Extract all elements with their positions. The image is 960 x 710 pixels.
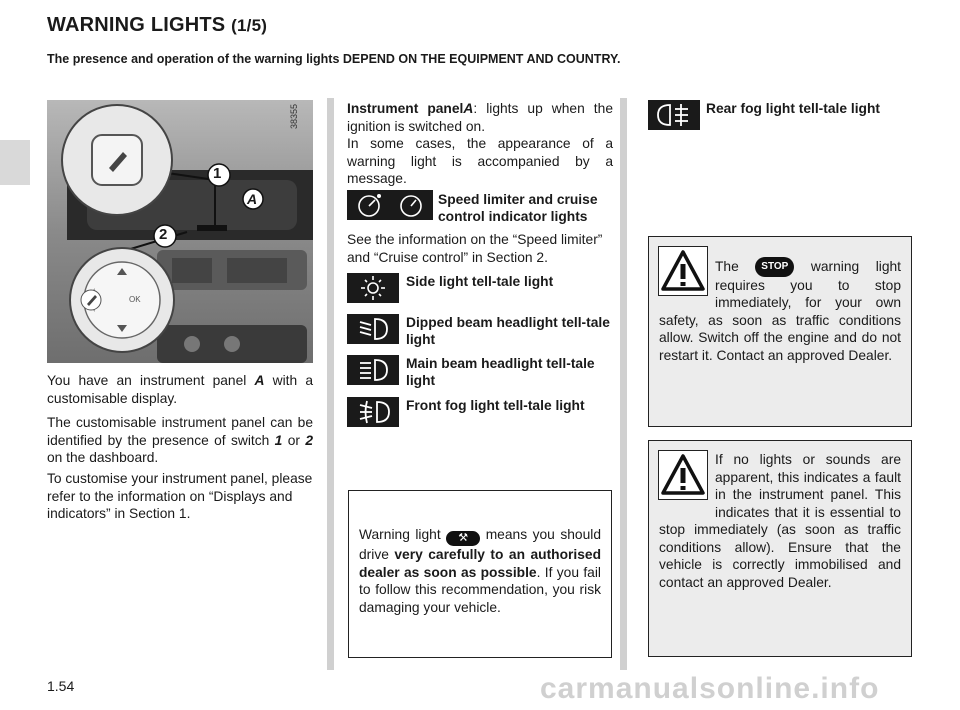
wrench-icon: ⚒: [446, 531, 480, 546]
side-light-label: Side light tell-tale light: [406, 274, 554, 289]
page-title: WARNING LIGHTS (1/5): [47, 14, 268, 36]
front-fog-icon: [347, 397, 399, 427]
stop-warning-box: [648, 236, 912, 427]
left-paragraph-3: To customise your instrument panel, please refer to the information on “Displays and indicators” in Section 1.: [47, 471, 313, 521]
image-reference-code: 38355: [289, 104, 299, 130]
stop-icon: STOP: [755, 257, 794, 277]
speed-limiter-label: Speed limiter and cruise control indicator lights: [438, 192, 598, 224]
callout-1: 1: [213, 165, 222, 182]
speed-limiter-info: See the information on the “Speed limiter” and “Cruise control” in Section 2.: [347, 232, 603, 265]
ok-button-label: OK: [129, 295, 141, 304]
left-paragraph-1: You have an instrument panel A with a customisable display.: [47, 373, 313, 406]
instrument-fault-text: If no lights or sounds are apparent, this indicates a fault in the instrument panel. This indicates that it is essential to stop immediately (as soon as traffic conditions allow). Ensure that the vehicle is correctly immobilised and contact an approved Dealer.: [659, 452, 901, 590]
main-beam-icon: [347, 355, 399, 385]
section-tab: [0, 140, 30, 185]
service-warning-box: [348, 490, 612, 658]
dipped-beam-icon: [347, 314, 399, 344]
callout-2: 2: [159, 226, 168, 243]
page-number: 1.54: [47, 678, 75, 694]
main-beam-label: Main beam headlight tell-tale light: [406, 356, 595, 388]
watermark: carmanualsonline.info: [540, 672, 880, 705]
dashboard-photo: [47, 100, 313, 363]
column-divider-left: [327, 98, 334, 670]
left-paragraph-2: The customisable instrument panel can be identified by the presence of switch 1 or 2 on the dashboard.: [47, 415, 314, 465]
instrument-fault-box: [648, 440, 912, 657]
instrument-panel-intro: Instrument panelA: lights up when the ignition is switched on. In some cases, the appearance of a warning light is accompanied by a message.: [347, 101, 613, 186]
stop-warning-text: The STOP warning light requires you to stop immediately, for your own safety, as soon as traffic conditions allow. Switch off the engine and do not restart it. Contact an approved Dealer.: [659, 259, 902, 363]
rear-fog-label: Rear fog light tell-tale light: [706, 101, 880, 116]
front-fog-label: Front fog light tell-tale light: [406, 398, 585, 413]
dipped-beam-label: Dipped beam headlight tell-tale light: [406, 315, 610, 347]
speed-limiter-cruise-icon: [347, 190, 433, 220]
page-subtitle: The presence and operation of the warning lights DEPEND ON THE EQUIPMENT AND COUNTRY.: [47, 52, 621, 66]
column-divider-right: [620, 98, 627, 670]
callout-a: A: [247, 191, 258, 207]
rear-fog-icon: [648, 100, 700, 130]
side-light-icon: [347, 273, 399, 303]
service-warning-text: Warning light ⚒ means you should drive very carefully to an authorised dealer as soon as possible. If you fail to follow this recommendation, you risk damaging your vehicle.: [359, 527, 602, 615]
